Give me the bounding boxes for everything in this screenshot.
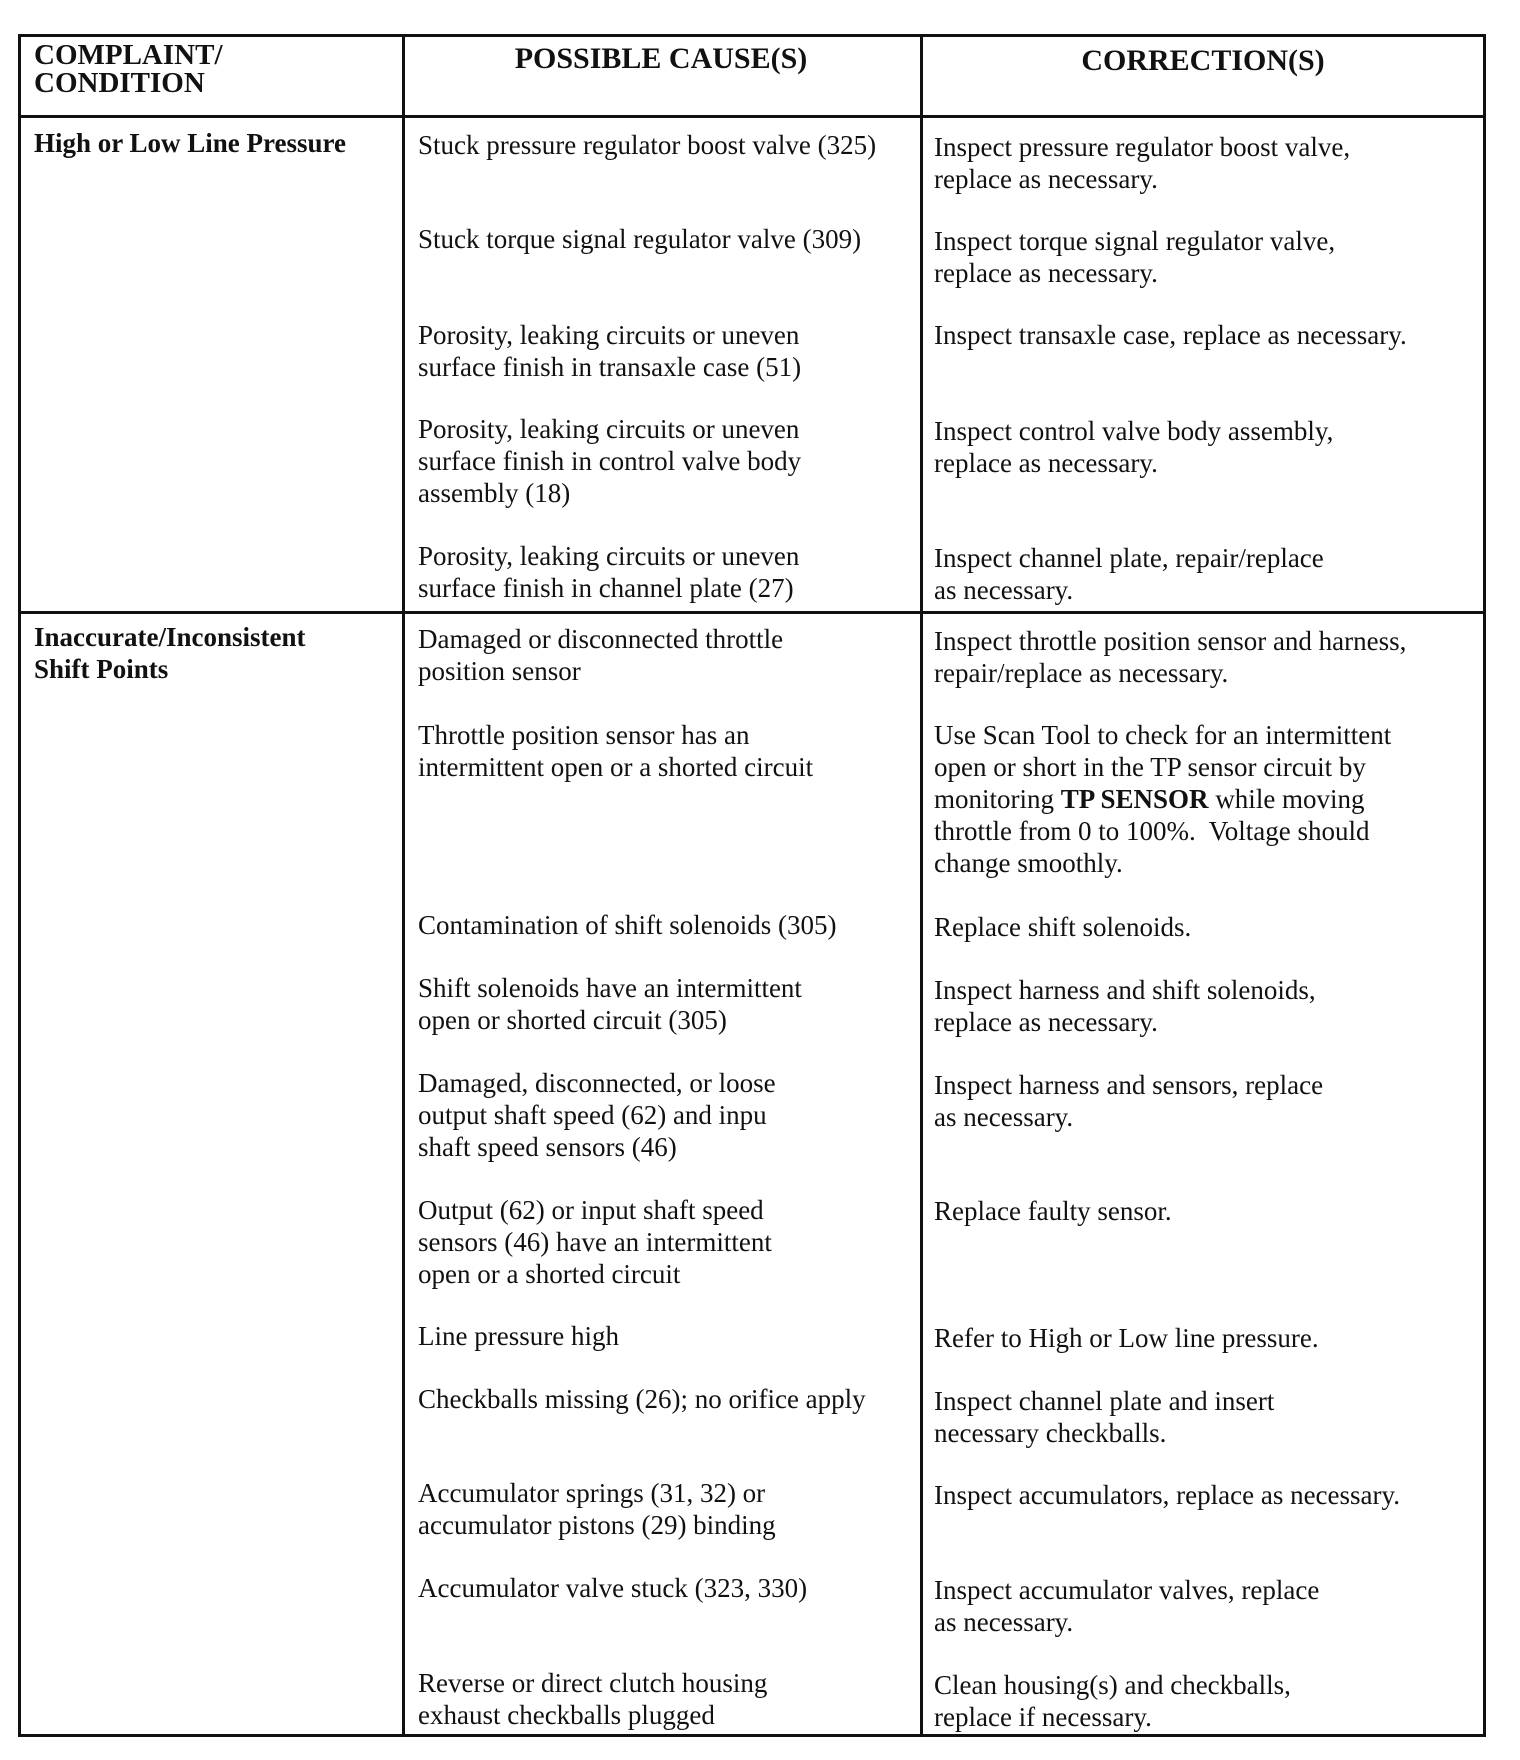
cause-cell: Stuck pressure regulator boost valve (325): [418, 130, 877, 160]
header-condition: COMPLAINT/ CONDITION: [34, 39, 223, 99]
correction-cell: Inspect harness and shift solenoids, replace as necessary.: [934, 975, 1316, 1037]
correction-cell: Use Scan Tool to check for an intermittent open or short in the TP sensor circuit by monitoring TP SENSOR while moving throttle from 0 to 100%. Voltage should change smoothly.: [934, 720, 1392, 878]
correction-cell: Inspect torque signal regulator valve, replace as necessary.: [934, 226, 1336, 288]
troubleshooting-table: [18, 34, 1486, 1737]
cause-cell: Contamination of shift solenoids (305): [418, 910, 837, 940]
correction-cell: Inspect channel plate and insert necessary checkballs.: [934, 1386, 1275, 1448]
correction-cell: Refer to High or Low line pressure.: [934, 1323, 1319, 1353]
section-divider: [21, 611, 1483, 614]
correction-cell: Inspect accumulator valves, replace as necessary.: [934, 1575, 1320, 1637]
cause-cell: Checkballs missing (26); no orifice apply: [418, 1384, 866, 1414]
cause-cell: Porosity, leaking circuits or uneven surface finish in transaxle case (51): [418, 320, 802, 382]
correction-cell: Inspect channel plate, repair/replace as necessary.: [934, 543, 1324, 605]
cause-cell: Accumulator springs (31, 32) or accumulator pistons (29) binding: [418, 1478, 776, 1540]
correction-cell: Inspect throttle position sensor and harness, repair/replace as necessary.: [934, 626, 1407, 688]
correction-cell: Replace shift solenoids.: [934, 912, 1192, 942]
cause-cell: Shift solenoids have an intermittent open or shorted circuit (305): [418, 973, 802, 1035]
condition-label: High or Low Line Pressure: [34, 128, 347, 158]
tp-sensor-emphasis: TP SENSOR: [1060, 784, 1209, 814]
correction-cell: Inspect accumulators, replace as necessary.: [934, 1480, 1401, 1510]
header-correction: CORRECTION(S): [1081, 44, 1325, 77]
cause-cell: Reverse or direct clutch housing exhaust checkballs plugged: [418, 1668, 768, 1730]
header-cause: POSSIBLE CAUSE(S): [514, 42, 808, 75]
cause-cell: Throttle position sensor has an intermittent open or a shorted circuit: [418, 720, 814, 782]
cause-cell: Stuck torque signal regulator valve (309): [418, 224, 862, 254]
cause-cell: Line pressure high: [418, 1321, 619, 1351]
correction-cell: Inspect transaxle case, replace as necessary.: [934, 320, 1407, 350]
cause-cell: Porosity, leaking circuits or uneven surface finish in channel plate (27): [418, 541, 800, 603]
cause-cell: Accumulator valve stuck (323, 330): [418, 1573, 808, 1603]
column-divider: [920, 37, 923, 1734]
correction-cell: Inspect harness and sensors, replace as necessary.: [934, 1070, 1324, 1132]
correction-cell: Clean housing(s) and checkballs, replace if necessary.: [934, 1670, 1291, 1732]
header-divider: [21, 115, 1483, 118]
cause-cell: Damaged, disconnected, or loose output shaft speed (62) and inpu shaft speed sensors (46): [418, 1068, 776, 1162]
cause-cell: Output (62) or input shaft speed sensors (46) have an intermittent open or a shorted circuit: [418, 1195, 772, 1289]
correction-cell: Replace faulty sensor.: [934, 1196, 1172, 1226]
column-divider: [402, 37, 405, 1734]
correction-cell: Inspect control valve body assembly, replace as necessary.: [934, 416, 1334, 478]
condition-label: Inaccurate/Inconsistent Shift Points: [34, 622, 306, 684]
cause-cell: Damaged or disconnected throttle position sensor: [418, 624, 784, 686]
cause-cell: Porosity, leaking circuits or uneven surface finish in control valve body assembly (18): [418, 414, 802, 508]
correction-cell: Inspect pressure regulator boost valve, replace as necessary.: [934, 132, 1351, 194]
